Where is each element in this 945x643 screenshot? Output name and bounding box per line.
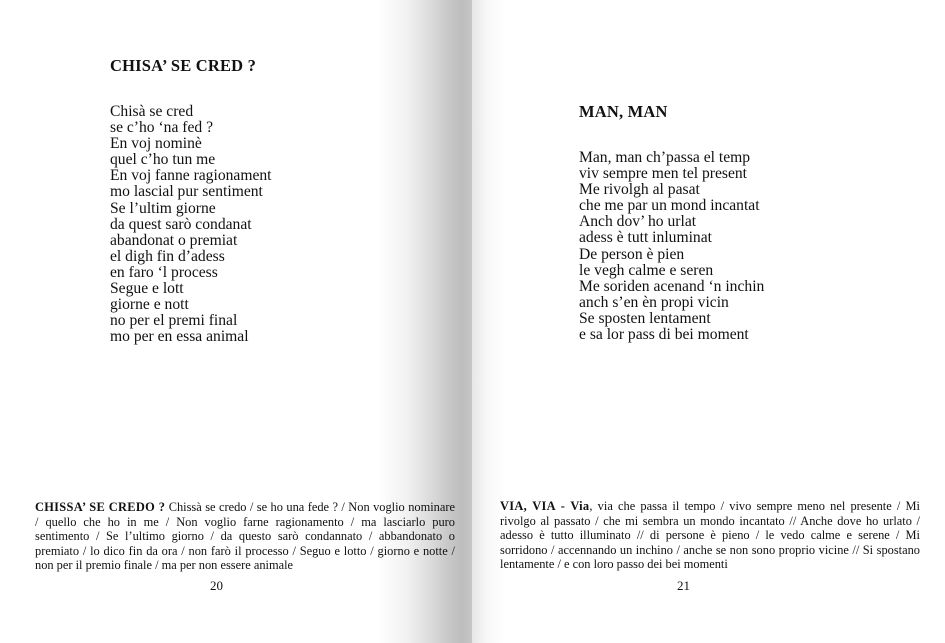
poem-body xyxy=(579,150,764,343)
poem-line: En voj fanne ragionament xyxy=(110,167,272,185)
poem-line: le vegh calme e seren xyxy=(579,261,714,279)
page-number: 20 xyxy=(210,578,223,593)
poem-line: anch s’en èn propi vicin xyxy=(579,293,729,311)
poem-line: quel c’ho tun me xyxy=(110,151,216,169)
poem-title: MAN, MAN xyxy=(579,102,668,121)
right-page xyxy=(472,0,945,643)
poem-line: e sa lor pass di bei moment xyxy=(579,326,749,344)
translation-heading: CHISSA’ SE CREDO ? xyxy=(35,500,166,514)
poem-line: giorne e nott xyxy=(110,296,189,314)
poem-line: mo per en essa animal xyxy=(110,328,249,346)
translation-block xyxy=(500,499,920,572)
poem-line: Anch dov’ ho urlat xyxy=(579,213,697,231)
poem-line: che me par un mond incantat xyxy=(579,197,760,215)
poem-line: Se sposten lentament xyxy=(579,309,711,327)
poem-line: Me soriden acenand ‘n inchin xyxy=(579,277,765,295)
poem-line: el digh fin d’adess xyxy=(110,247,225,265)
poem-line: Segue e lott xyxy=(110,280,184,298)
poem-line: se c’ho ‘na fed ? xyxy=(110,119,214,137)
poem-body xyxy=(110,104,272,345)
page-number: 21 xyxy=(677,578,690,593)
poem-line: Me rivolgh al pasat xyxy=(579,181,700,199)
poem-line: Chisà se cred xyxy=(110,103,194,120)
translation-text: , via che passa il tempo / vivo sempre meno nel presente / Mi rivolgo al passato / che mi sembra un mondo incantato // Anche dove ho urlato / adesso è tutto illuminato // di persone è pieno / le vedo calme e serene / Mi sorridono / accennando un inchino / anche se non sono proprio vicine // Si spostano lentamente / e con loro passo dei bei momenti xyxy=(500,499,920,572)
poem-line: no per el premi final xyxy=(110,312,238,330)
poem-line: abandonat o premiat xyxy=(110,231,238,249)
poem-line: Man, man ch’passa el temp xyxy=(579,149,751,166)
left-page xyxy=(0,0,472,643)
poem-line: mo lascial pur sentiment xyxy=(110,183,263,201)
poem-line: adess è tutt inluminat xyxy=(579,229,712,247)
translation-heading: VIA, VIA - Via xyxy=(500,499,590,513)
poem-line: En voj nominè xyxy=(110,135,202,153)
poem-line: viv sempre men tel present xyxy=(579,165,748,183)
poem-title: CHISA’ SE CRED ? xyxy=(110,56,257,75)
poem-line: da quest sarò condanat xyxy=(110,215,252,233)
poem-line: en faro ‘l process xyxy=(110,263,218,281)
poem-line: De person è pien xyxy=(579,245,685,263)
translation-text: Chissà se credo / se ho una fede ? / Non voglio nominare / quello che ho in me / Non voglio farne ragionamento / ma lasciarlo puro sentimento / Se l’ultimo giorno / da questo sarò condannato / abbandonato o premiato / lo dico fin da ora / non farò il processo / Seguo e lotto / giorno e notte / non per il premio finale / ma per non essere animale xyxy=(35,500,455,573)
poem-line: Se l’ultim giorne xyxy=(110,199,216,217)
translation-block xyxy=(35,500,455,573)
